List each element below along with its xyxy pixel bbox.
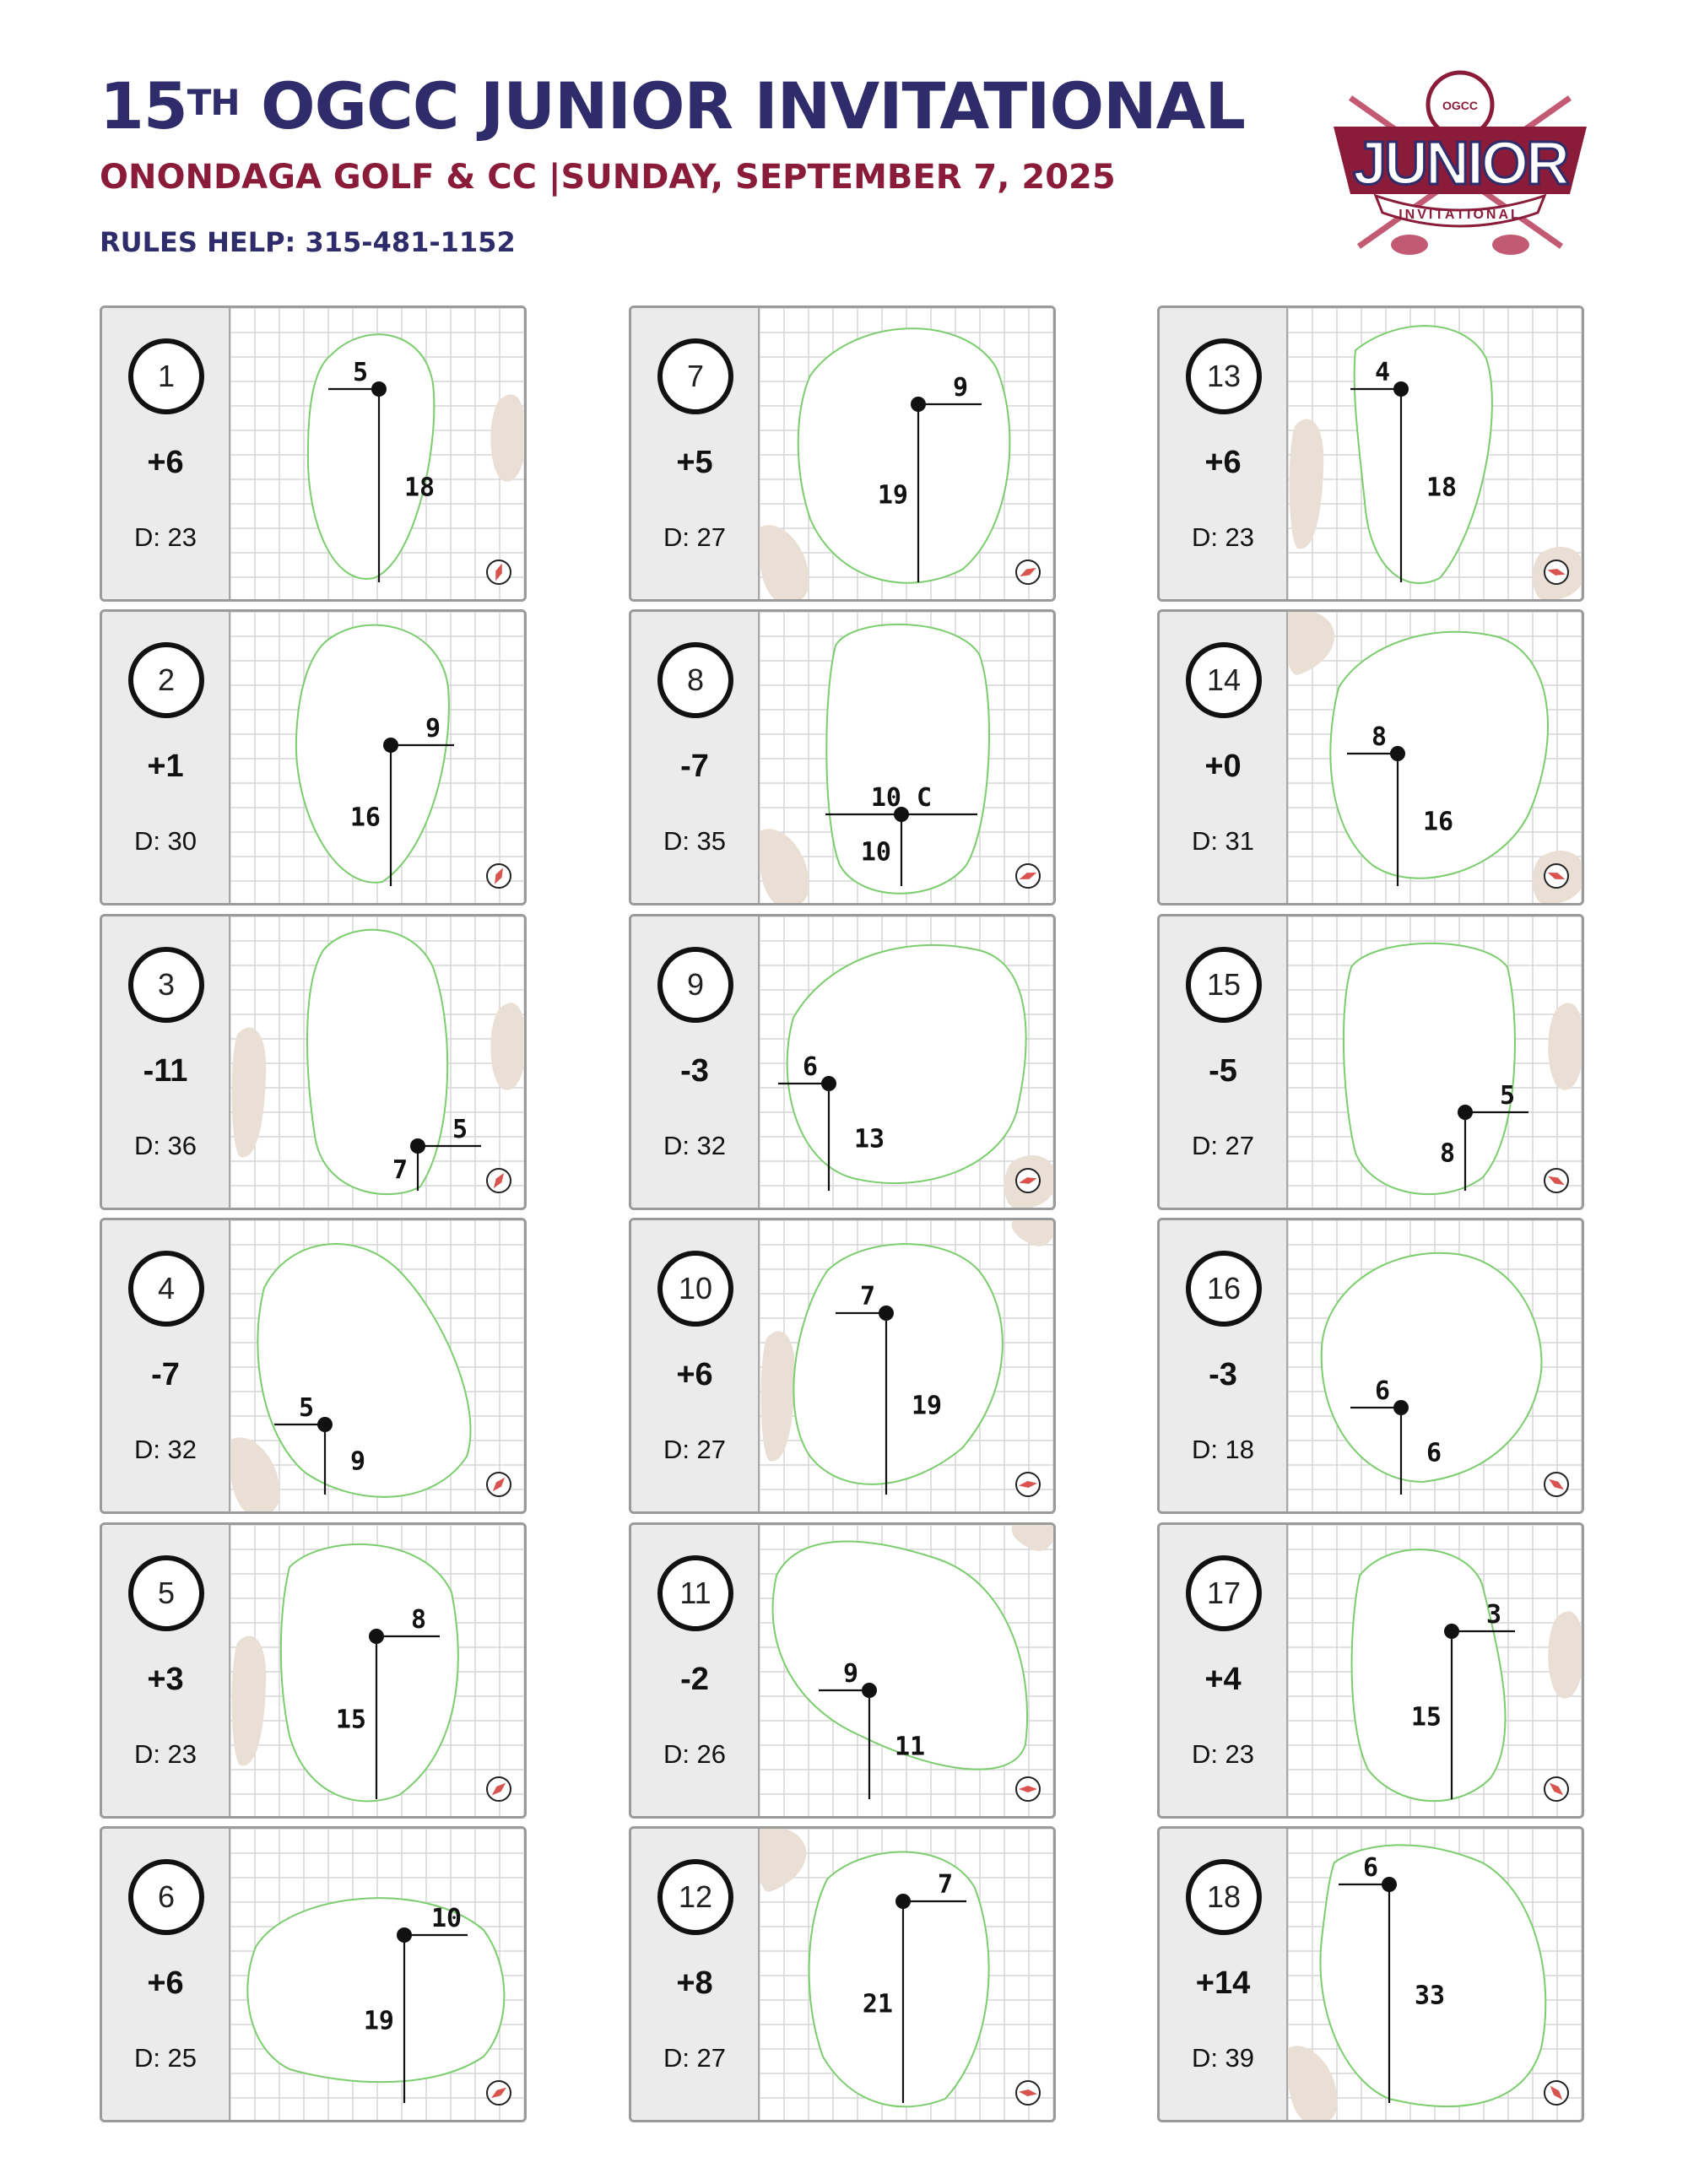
pin-marker <box>371 381 387 397</box>
side-distance-label: 6 <box>1362 1853 1379 1883</box>
hole-card <box>1157 914 1584 1210</box>
green-diagram <box>1288 1525 1582 1816</box>
side-distance-label: 6 <box>1374 1376 1391 1406</box>
compass-icon <box>487 560 511 584</box>
bunker <box>1548 1003 1582 1089</box>
side-distance-label: 7 <box>859 1282 876 1311</box>
depth-distance-label: 15 <box>1410 1702 1442 1733</box>
hole-card <box>100 1826 527 2122</box>
hole-score: +4 <box>1204 1662 1242 1697</box>
hole-info-panel <box>102 612 230 903</box>
green-map <box>760 1525 1053 1816</box>
pin-marker <box>1444 1624 1459 1639</box>
green-outline <box>787 945 1026 1183</box>
pin-marker <box>383 738 398 753</box>
hole-score: +6 <box>147 445 184 480</box>
green-depth: D: 27 <box>663 1435 727 1464</box>
hole-number: 7 <box>657 338 733 414</box>
hole-score: +8 <box>676 1965 713 2001</box>
green-outline <box>247 1898 504 2082</box>
green-outline <box>1352 1549 1506 1801</box>
green-diagram <box>230 1829 524 2120</box>
green-outline <box>1330 632 1548 878</box>
depth-distance-label: 8 <box>1439 1138 1455 1169</box>
green-map <box>230 916 524 1208</box>
pin-marker <box>1390 746 1405 761</box>
green-depth: D: 23 <box>133 522 197 552</box>
svg-text:INVITATIONAL: INVITATIONAL <box>1399 208 1522 222</box>
compass-icon <box>487 1473 511 1496</box>
hole-number: 16 <box>1186 1251 1262 1327</box>
green-depth: D: 23 <box>133 1739 197 1769</box>
depth-distance-label: 9 <box>350 1446 366 1477</box>
compass-icon <box>1545 2081 1568 2105</box>
hole-number: 13 <box>1186 338 1262 414</box>
hole-number: 8 <box>657 642 733 718</box>
depth-distance-label: 18 <box>404 473 436 503</box>
depth-distance-label: 21 <box>862 1989 893 2019</box>
hole-score: +6 <box>676 1357 713 1392</box>
side-distance-label: 8 <box>410 1605 427 1635</box>
pin-marker <box>369 1629 384 1644</box>
compass-icon <box>1016 2081 1040 2105</box>
side-distance-label: 5 <box>1499 1081 1516 1111</box>
bunker <box>1548 1611 1582 1698</box>
green-depth: D: 26 <box>663 1739 727 1769</box>
side-distance-label: 4 <box>1374 358 1391 387</box>
pin-marker <box>410 1138 425 1154</box>
side-distance-label: 9 <box>842 1659 859 1689</box>
pin-marker <box>397 1927 412 1943</box>
hole-card <box>629 1218 1056 1514</box>
hole-number: 10 <box>657 1251 733 1327</box>
bunker <box>1012 1220 1053 1246</box>
green-map <box>230 1829 524 2120</box>
depth-distance-label: 33 <box>1415 1981 1446 2011</box>
green-map <box>760 612 1053 903</box>
green-diagram <box>1288 308 1582 599</box>
green-depth: D: 23 <box>1191 1739 1255 1769</box>
hole-card <box>100 305 527 602</box>
hole-info-panel <box>102 916 230 1208</box>
pin-marker <box>879 1306 894 1321</box>
svg-text:OGCC: OGCC <box>1442 99 1478 112</box>
green-map <box>230 308 524 599</box>
hole-info-panel <box>631 1220 760 1511</box>
hole-card <box>629 305 1056 602</box>
green-diagram <box>1288 1220 1582 1511</box>
green-diagram <box>760 1829 1053 2120</box>
depth-distance-label: 18 <box>1426 473 1458 503</box>
green-outline <box>826 624 989 894</box>
compass-icon <box>487 2081 511 2105</box>
bunker <box>232 1636 267 1766</box>
green-depth: D: 39 <box>1191 2043 1255 2073</box>
green-diagram <box>230 1525 524 1816</box>
bunker <box>1012 1525 1053 1551</box>
hole-score: +14 <box>1195 1965 1251 2001</box>
side-distance-label: 5 <box>352 358 369 387</box>
hole-score: -3 <box>1209 1357 1237 1392</box>
compass-icon <box>1016 1169 1040 1192</box>
side-distance-label: 9 <box>952 373 969 403</box>
compass-icon <box>1016 864 1040 888</box>
hole-card <box>1157 609 1584 905</box>
bunker <box>760 1829 806 1892</box>
green-map <box>1288 916 1582 1208</box>
green-depth: D: 30 <box>133 826 197 856</box>
side-distance-label: 5 <box>452 1115 468 1144</box>
side-distance-label: 5 <box>298 1393 315 1423</box>
hole-info-panel <box>1160 1829 1288 2120</box>
green-map <box>230 1525 524 1816</box>
page-title <box>100 66 1245 147</box>
depth-distance-label: 7 <box>392 1155 408 1186</box>
green-map <box>230 1220 524 1511</box>
hole-number: 12 <box>657 1859 733 1935</box>
side-distance-label: 10 C <box>870 783 933 813</box>
hole-number: 5 <box>128 1555 204 1631</box>
hole-score: -7 <box>151 1357 180 1392</box>
bunker <box>1290 419 1324 549</box>
bunker <box>490 1003 524 1089</box>
green-map <box>1288 1525 1582 1816</box>
hole-score: +3 <box>147 1662 184 1697</box>
green-depth: D: 25 <box>133 2043 197 2073</box>
green-map <box>760 916 1053 1208</box>
hole-score: -7 <box>680 749 709 784</box>
junior-invitational-logo <box>1317 68 1604 262</box>
green-diagram <box>1288 612 1582 903</box>
compass-icon <box>1545 1777 1568 1801</box>
svg-text:JUNIOR: JUNIOR <box>1352 130 1568 197</box>
hole-number: 11 <box>657 1555 733 1631</box>
green-depth: D: 31 <box>1191 826 1255 856</box>
bunker <box>1288 612 1334 675</box>
green-outline <box>809 1852 989 2107</box>
green-diagram <box>760 612 1053 903</box>
hole-info-panel <box>102 1525 230 1816</box>
hole-card <box>629 1826 1056 2122</box>
green-map <box>760 308 1053 599</box>
hole-number: 1 <box>128 338 204 414</box>
green-outline <box>1344 943 1515 1194</box>
green-depth: D: 35 <box>663 826 727 856</box>
hole-info-panel <box>631 916 760 1208</box>
green-diagram <box>230 1220 524 1511</box>
hole-info-panel <box>631 612 760 903</box>
hole-number: 3 <box>128 947 204 1023</box>
title-text: OGCC JUNIOR INVITATIONAL <box>261 68 1245 143</box>
compass-icon <box>1016 560 1040 584</box>
pin-marker <box>1393 381 1409 397</box>
green-depth: D: 32 <box>133 1435 197 1464</box>
green-diagram <box>230 612 524 903</box>
hole-number: 9 <box>657 947 733 1023</box>
green-map <box>760 1829 1053 2120</box>
compass-icon <box>1545 560 1568 584</box>
depth-distance-label: 16 <box>349 803 381 833</box>
green-depth: D: 36 <box>133 1131 197 1160</box>
pin-marker <box>911 397 926 412</box>
depth-distance-label: 16 <box>1423 807 1454 837</box>
hole-info-panel <box>1160 1525 1288 1816</box>
hole-score: +6 <box>147 1965 184 2001</box>
hole-score: -11 <box>143 1053 188 1089</box>
hole-number: 17 <box>1186 1555 1262 1631</box>
side-distance-label: 3 <box>1485 1600 1502 1630</box>
green-diagram <box>760 916 1053 1208</box>
bunker <box>760 829 809 903</box>
depth-distance-label: 19 <box>877 480 908 511</box>
side-distance-label: 7 <box>937 1870 954 1900</box>
green-diagram <box>1288 1829 1582 2120</box>
side-distance-label: 6 <box>802 1052 819 1082</box>
hole-info-panel <box>631 1829 760 2120</box>
hole-card <box>629 1522 1056 1819</box>
green-outline <box>798 328 1010 582</box>
green-diagram <box>1288 916 1582 1208</box>
hole-number: 15 <box>1186 947 1262 1023</box>
green-outline <box>308 334 434 579</box>
green-diagram <box>760 1525 1053 1816</box>
green-depth: D: 23 <box>1191 522 1255 552</box>
bunker <box>230 1437 279 1511</box>
hole-card <box>629 609 1056 905</box>
hole-info-panel <box>102 1829 230 2120</box>
hole-number: 6 <box>128 1859 204 1935</box>
hole-score: -3 <box>680 1053 709 1089</box>
pin-marker <box>895 1894 911 1909</box>
hole-info-panel <box>1160 612 1288 903</box>
green-diagram <box>230 916 524 1208</box>
title-number: 15 <box>100 68 187 143</box>
hole-info-panel <box>631 1525 760 1816</box>
pin-marker <box>862 1683 877 1698</box>
hole-info-panel <box>631 308 760 599</box>
hole-card <box>1157 1522 1584 1819</box>
depth-distance-label: 19 <box>363 2006 394 2036</box>
bunker <box>232 1028 267 1158</box>
green-depth: D: 27 <box>1191 1131 1255 1160</box>
depth-distance-label: 10 <box>860 837 891 868</box>
side-distance-label: 10 <box>430 1904 463 1933</box>
compass-icon <box>487 1777 511 1801</box>
pin-marker <box>1382 1877 1397 1892</box>
compass-icon <box>1016 1473 1040 1496</box>
green-diagram <box>760 1220 1053 1511</box>
pin-marker <box>317 1417 333 1432</box>
header <box>0 0 1688 287</box>
hole-score: -2 <box>680 1662 709 1697</box>
hole-card <box>100 914 527 1210</box>
green-map <box>230 612 524 903</box>
green-diagram <box>230 308 524 599</box>
pin-marker <box>821 1076 836 1091</box>
hole-info-panel <box>1160 308 1288 599</box>
bunker <box>760 525 809 599</box>
pin-marker <box>1458 1105 1473 1120</box>
green-depth: D: 27 <box>663 2043 727 2073</box>
hole-card <box>100 1218 527 1514</box>
green-depth: D: 18 <box>1191 1435 1255 1464</box>
hole-info-panel <box>1160 1220 1288 1511</box>
side-distance-label: 9 <box>425 714 441 743</box>
compass-icon <box>1545 1473 1568 1496</box>
green-outline <box>793 1244 1002 1484</box>
depth-distance-label: 6 <box>1426 1438 1442 1468</box>
hole-score: +0 <box>1204 749 1242 784</box>
hole-card <box>1157 305 1584 602</box>
bunker <box>761 1332 796 1462</box>
hole-score: +1 <box>147 749 184 784</box>
hole-number: 18 <box>1186 1859 1262 1935</box>
hole-score: +5 <box>676 445 713 480</box>
green-map <box>1288 308 1582 599</box>
green-outline <box>307 930 447 1194</box>
hole-card <box>100 609 527 905</box>
pin-marker <box>1393 1400 1409 1415</box>
green-depth: D: 32 <box>663 1131 727 1160</box>
hole-card <box>629 914 1056 1210</box>
green-depth: D: 27 <box>663 522 727 552</box>
compass-icon <box>1545 864 1568 888</box>
bunker <box>490 394 524 481</box>
depth-distance-label: 13 <box>854 1124 885 1154</box>
green-map <box>1288 1829 1582 2120</box>
compass-icon <box>1545 1169 1568 1192</box>
hole-card <box>100 1522 527 1819</box>
green-map <box>760 1220 1053 1511</box>
green-diagram <box>760 308 1053 599</box>
green-map <box>1288 1220 1582 1511</box>
compass-icon <box>487 1169 511 1192</box>
bunker <box>1288 2046 1337 2120</box>
depth-distance-label: 19 <box>912 1391 943 1421</box>
hole-number: 4 <box>128 1251 204 1327</box>
depth-distance-label: 15 <box>335 1705 366 1735</box>
depth-distance-label: 11 <box>895 1732 926 1762</box>
hole-info-panel <box>102 1220 230 1511</box>
hole-score: -5 <box>1209 1053 1237 1089</box>
hole-number: 14 <box>1186 642 1262 718</box>
title-superscript: TH <box>187 82 240 123</box>
hole-card <box>1157 1218 1584 1514</box>
event-subtitle: ONONDAGA GOLF & CC |SUNDAY, SEPTEMBER 7, 2025 <box>100 158 1116 197</box>
hole-score: +6 <box>1204 445 1242 480</box>
compass-icon <box>1016 1777 1040 1801</box>
hole-card <box>1157 1826 1584 2122</box>
green-map <box>1288 612 1582 903</box>
side-distance-label: 8 <box>1371 722 1388 752</box>
hole-number: 2 <box>128 642 204 718</box>
hole-info-panel <box>102 308 230 599</box>
hole-info-panel <box>1160 916 1288 1208</box>
rules-help-line: RULES HELP: 315-481-1152 <box>100 226 516 258</box>
compass-icon <box>487 864 511 888</box>
green-outline <box>281 1544 458 1801</box>
